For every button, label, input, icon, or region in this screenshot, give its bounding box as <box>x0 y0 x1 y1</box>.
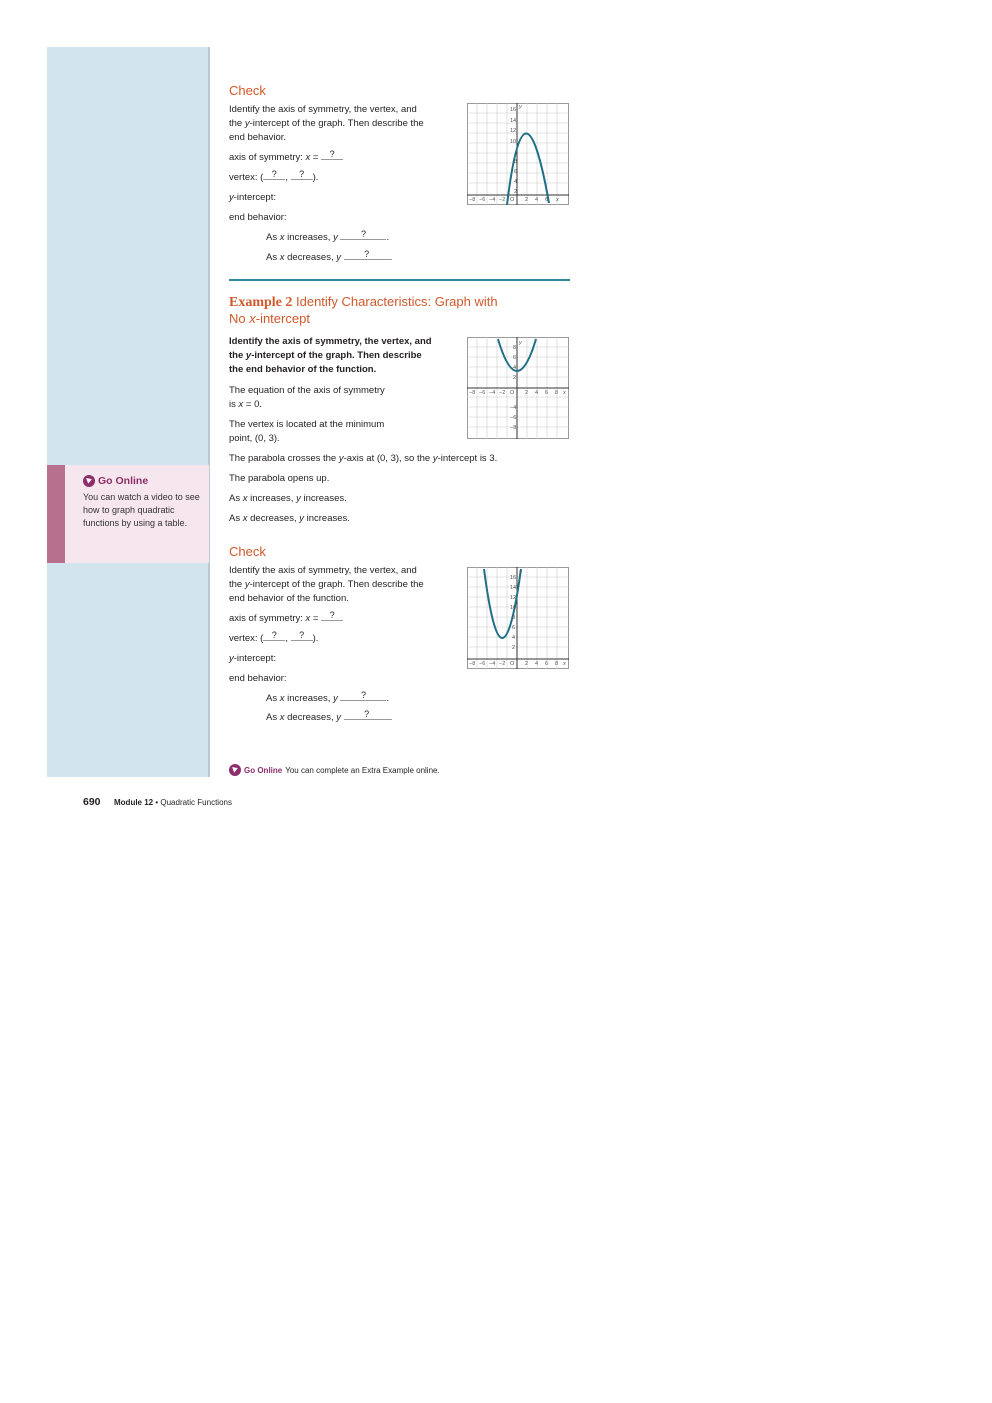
check2-prompt <box>229 564 461 606</box>
tick: −2 <box>499 390 506 396</box>
tick: 4 <box>512 635 516 641</box>
go-online-title[interactable] <box>83 475 148 487</box>
text: , <box>285 633 291 644</box>
text: -intercept of the graph. Then describe the <box>249 118 424 129</box>
example2-opens: The parabola opens up. <box>229 473 330 484</box>
tick: 6 <box>545 390 549 396</box>
tick: 2 <box>525 197 529 203</box>
var: y <box>229 192 234 203</box>
text: -intercept is 3. <box>437 453 498 464</box>
answer-blank[interactable]: ? <box>321 149 343 160</box>
tick: −6 <box>510 415 517 421</box>
tick: −8 <box>469 390 476 396</box>
var: y <box>245 350 252 361</box>
tick: −8 <box>510 425 517 431</box>
text: , <box>285 172 291 183</box>
text: = <box>310 152 322 163</box>
tick: 2 <box>512 645 516 651</box>
text: -intercept of the graph. Then describe <box>251 350 422 361</box>
tick: −6 <box>479 197 486 203</box>
var: y <box>333 693 338 704</box>
text: increases, <box>284 232 334 243</box>
check1-prompt-line1: Identify the axis of symmetry, the vertex, and <box>229 104 417 115</box>
check2-yint <box>229 652 276 666</box>
tick: 14 <box>510 118 517 124</box>
text: the <box>229 350 246 361</box>
graph1-frame <box>468 104 569 205</box>
example2-heading-line1 <box>229 294 529 311</box>
example2-prompt <box>229 335 461 377</box>
text: -intercept of the graph. Then describe the <box>249 579 424 590</box>
text: the <box>229 118 245 129</box>
tick: −4 <box>489 390 496 396</box>
tick: 2 <box>525 661 529 667</box>
check1-prompt-line3: end behavior. <box>229 132 287 143</box>
check1-end-behavior: end behavior: <box>229 212 287 223</box>
line: the end behavior of the function. <box>229 364 377 375</box>
answer-blank[interactable]: ? <box>340 690 386 701</box>
line <box>229 398 461 412</box>
example2-yint <box>229 452 497 466</box>
answer-blank[interactable]: ? <box>344 709 390 720</box>
check1-inc <box>266 231 389 245</box>
go-online-label[interactable]: Go Online <box>244 765 283 775</box>
answer-blank[interactable]: ? <box>344 249 390 260</box>
graph2 <box>467 337 569 439</box>
x-label: x <box>563 390 566 396</box>
line: The equation of the axis of symmetry <box>229 385 385 396</box>
var: y <box>338 453 344 464</box>
tick: 8 <box>513 345 517 351</box>
check2-dec <box>266 711 392 725</box>
text: the <box>229 579 245 590</box>
var: y <box>244 118 250 129</box>
origin: O <box>510 197 515 203</box>
tick: 4 <box>513 365 517 371</box>
separator: • <box>153 798 161 807</box>
text: = 0. <box>243 399 262 410</box>
check1-yint <box>229 191 276 205</box>
tick: 6 <box>545 197 549 203</box>
label: -intercept: <box>233 192 276 203</box>
line <box>229 349 461 363</box>
example2-dec <box>229 512 350 526</box>
check2-vertex <box>229 632 318 646</box>
label: axis of symmetry: <box>229 613 306 624</box>
extra-example-link[interactable] <box>229 764 440 776</box>
example2-heading <box>229 294 529 327</box>
text: ). <box>312 633 319 644</box>
text: As <box>229 493 243 504</box>
line <box>229 578 461 592</box>
x-label: x <box>556 197 559 203</box>
line: end behavior of the function. <box>229 593 349 604</box>
text: increases. <box>300 493 347 504</box>
tick: 4 <box>535 197 539 203</box>
text: ). <box>312 172 319 183</box>
var: y <box>299 513 304 524</box>
tick: 8 <box>514 159 518 165</box>
label: axis of symmetry: <box>229 152 306 163</box>
sidebar <box>47 47 209 777</box>
tick: −4 <box>489 661 496 667</box>
text: decreases, <box>284 252 337 263</box>
var: y <box>333 232 338 243</box>
var: x <box>305 152 311 163</box>
text: . <box>389 252 393 263</box>
y-label: y <box>519 570 522 576</box>
tick: −2 <box>499 661 506 667</box>
text: . <box>389 712 393 723</box>
tick: 8 <box>555 390 559 396</box>
tick: −8 <box>469 197 476 203</box>
text: decreases, <box>247 513 300 524</box>
tick: 16 <box>510 107 517 113</box>
var: x <box>242 513 248 524</box>
var: x <box>249 311 256 326</box>
tick: −4 <box>510 405 517 411</box>
check1-dec <box>266 251 392 265</box>
tick: −6 <box>479 661 486 667</box>
text: The parabola crosses the <box>229 453 339 464</box>
tick: −4 <box>489 197 496 203</box>
tick: 6 <box>513 355 517 361</box>
tick: 4 <box>535 661 539 667</box>
text: -intercept <box>255 311 310 326</box>
text: As <box>266 693 280 704</box>
text: increases, <box>247 493 297 504</box>
check1-heading: Check <box>229 83 266 98</box>
line: The vertex is located at the minimum <box>229 419 385 430</box>
y-label: y <box>519 104 522 110</box>
tick: −8 <box>469 661 476 667</box>
var: y <box>336 712 341 723</box>
label: -intercept: <box>233 653 276 664</box>
example2-inc <box>229 492 347 506</box>
var: x <box>279 232 285 243</box>
var: y <box>432 453 438 464</box>
check1-axis <box>229 151 343 165</box>
text: . <box>386 232 390 243</box>
var: x <box>238 399 244 410</box>
tick: −2 <box>499 197 506 203</box>
go-online-accent-bar <box>47 465 65 563</box>
check1-vertex <box>229 171 318 185</box>
page-number: 690 <box>83 796 101 808</box>
go-online-text: You can complete an Extra Example online. <box>285 765 440 775</box>
check2-inc <box>266 692 389 706</box>
tick: 12 <box>510 595 517 601</box>
tick: 12 <box>510 128 517 134</box>
y-label: y <box>519 340 522 346</box>
text: As <box>266 232 280 243</box>
text: As <box>266 252 280 263</box>
tick: 6 <box>514 169 518 175</box>
text: = <box>310 613 322 624</box>
sidebar-divider <box>208 47 210 777</box>
tick: 2 <box>525 390 529 396</box>
label: vertex: ( <box>229 172 264 183</box>
line: point, (0, 3). <box>229 433 280 444</box>
text: is <box>229 399 239 410</box>
origin: O <box>510 390 515 396</box>
answer-blank[interactable]: ? <box>291 630 313 641</box>
text: . <box>386 693 390 704</box>
text: As <box>266 712 280 723</box>
text: No <box>229 311 250 326</box>
text: As <box>229 513 243 524</box>
answer-blank[interactable]: ? <box>340 229 386 240</box>
var: x <box>242 493 248 504</box>
x-label: x <box>563 661 566 667</box>
text: decreases, <box>284 712 337 723</box>
answer-blank[interactable]: ? <box>263 169 285 180</box>
tick: 6 <box>545 661 549 667</box>
var: x <box>279 252 285 263</box>
tick: 4 <box>535 390 539 396</box>
cursor-click-icon <box>229 764 241 776</box>
label: vertex: ( <box>229 633 264 644</box>
var: x <box>279 712 285 723</box>
tick: 10 <box>510 139 517 145</box>
tick: −6 <box>479 390 486 396</box>
example-number: Example 2 <box>229 295 293 310</box>
tick: 14 <box>510 585 517 591</box>
tick: 2 <box>514 189 518 195</box>
example2-vertex <box>229 418 461 446</box>
tick: 4 <box>514 179 518 185</box>
text: increases, <box>284 693 334 704</box>
answer-blank[interactable]: ? <box>263 630 285 641</box>
check2-heading: Check <box>229 544 266 559</box>
graph3 <box>467 567 569 669</box>
line: Identify the axis of symmetry, the vertex, and <box>229 336 432 347</box>
answer-blank[interactable]: ? <box>321 610 343 621</box>
var: y <box>336 252 341 263</box>
text: -axis at (0, 3), so the <box>343 453 433 464</box>
footer-module <box>114 798 232 807</box>
tick: 16 <box>510 575 517 581</box>
tick: 6 <box>512 625 516 631</box>
section-divider <box>229 279 570 281</box>
origin: O <box>510 661 515 667</box>
answer-blank[interactable]: ? <box>291 169 313 180</box>
check1-prompt <box>229 103 461 145</box>
var: y <box>244 579 250 590</box>
go-online-title-text[interactable]: Go Online <box>98 475 149 487</box>
var: x <box>279 693 285 704</box>
var: y <box>296 493 301 504</box>
text: Identify Characteristics: Graph with <box>292 294 498 309</box>
check1-prompt-line2 <box>229 117 461 131</box>
check2-end-behavior: end behavior: <box>229 673 287 684</box>
tick: 2 <box>513 375 517 381</box>
check2-axis <box>229 612 343 626</box>
graph1 <box>467 103 569 205</box>
var: x <box>305 613 311 624</box>
cursor-click-icon <box>83 475 95 487</box>
text: increases. <box>303 513 350 524</box>
tick: 10 <box>510 605 517 611</box>
graph3-frame <box>468 568 569 669</box>
line: Identify the axis of symmetry, the vertex, and <box>229 565 417 576</box>
tick: 8 <box>512 615 516 621</box>
example2-axis <box>229 384 461 412</box>
topic: Quadratic Functions <box>160 798 232 807</box>
go-online-description: You can watch a video to see how to graph quadratic functions by using a table. <box>83 492 200 528</box>
var: y <box>229 653 234 664</box>
module-name: Module 12 <box>114 798 154 807</box>
example2-heading-line2 <box>229 311 529 327</box>
tick: 8 <box>555 661 559 667</box>
